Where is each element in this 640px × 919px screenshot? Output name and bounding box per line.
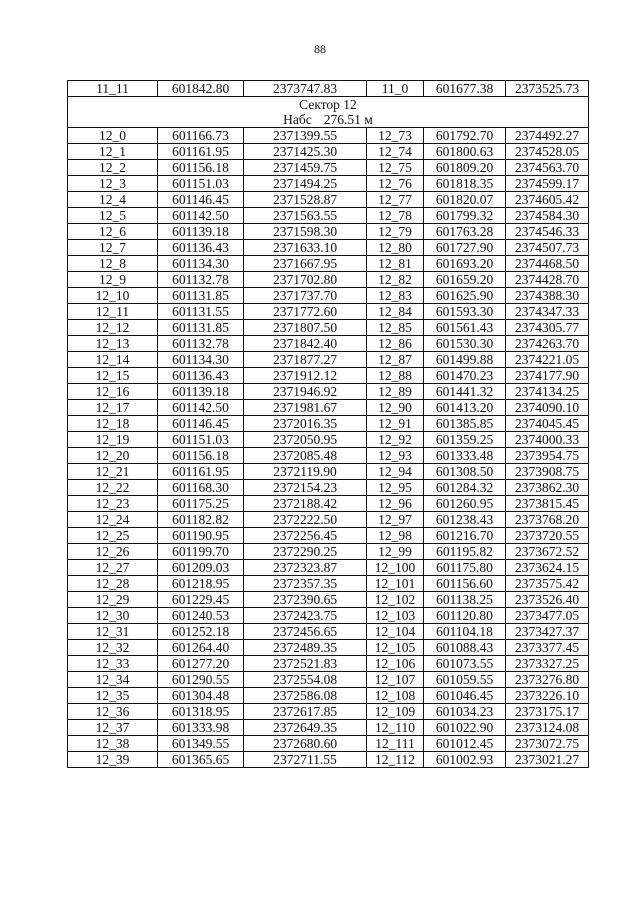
y-coordinate-cell: 2372586.08 xyxy=(244,688,367,704)
x-coordinate-cell: 601561.43 xyxy=(424,320,506,336)
table-row xyxy=(68,672,589,688)
table-row xyxy=(68,688,589,704)
y-coordinate-cell: 2373226.10 xyxy=(506,688,589,704)
y-coordinate-cell: 2374428.70 xyxy=(506,272,589,288)
point-id-cell: 11_0 xyxy=(367,81,424,97)
x-coordinate-cell: 601151.03 xyxy=(158,176,244,192)
table-row xyxy=(68,288,589,304)
point-id-cell: 12_26 xyxy=(68,544,158,560)
y-coordinate-cell: 2373862.30 xyxy=(506,480,589,496)
x-coordinate-cell: 601304.48 xyxy=(158,688,244,704)
point-id-cell: 12_35 xyxy=(68,688,158,704)
y-coordinate-cell: 2371946.92 xyxy=(244,384,367,400)
point-id-cell: 12_106 xyxy=(367,656,424,672)
table-row xyxy=(68,560,589,576)
x-coordinate-cell: 601365.65 xyxy=(158,752,244,768)
y-coordinate-cell: 2372711.55 xyxy=(244,752,367,768)
point-id-cell: 12_3 xyxy=(68,176,158,192)
y-coordinate-cell: 2371459.75 xyxy=(244,160,367,176)
y-coordinate-cell: 2373427.37 xyxy=(506,624,589,640)
x-coordinate-cell: 601146.45 xyxy=(158,192,244,208)
point-id-cell: 12_109 xyxy=(367,704,424,720)
table-row xyxy=(68,336,589,352)
point-id-cell: 12_82 xyxy=(367,272,424,288)
point-id-cell: 12_4 xyxy=(68,192,158,208)
sector-height xyxy=(70,112,586,127)
y-coordinate-cell: 2374090.10 xyxy=(506,400,589,416)
x-coordinate-cell: 601792.70 xyxy=(424,128,506,144)
x-coordinate-cell: 601441.32 xyxy=(424,384,506,400)
x-coordinate-cell: 601175.80 xyxy=(424,560,506,576)
y-coordinate-cell: 2373477.05 xyxy=(506,608,589,624)
point-id-cell: 12_25 xyxy=(68,528,158,544)
point-id-cell: 12_111 xyxy=(367,736,424,752)
x-coordinate-cell: 601156.18 xyxy=(158,448,244,464)
y-coordinate-cell: 2373624.15 xyxy=(506,560,589,576)
table-row xyxy=(68,512,589,528)
x-coordinate-cell: 601156.18 xyxy=(158,160,244,176)
table-row xyxy=(68,81,589,97)
point-id-cell: 12_8 xyxy=(68,256,158,272)
table-row xyxy=(68,352,589,368)
table-body xyxy=(68,81,589,768)
y-coordinate-cell: 2372050.95 xyxy=(244,432,367,448)
y-coordinate-cell: 2373124.08 xyxy=(506,720,589,736)
point-id-cell: 12_93 xyxy=(367,448,424,464)
y-coordinate-cell: 2372456.65 xyxy=(244,624,367,640)
x-coordinate-cell: 601209.03 xyxy=(158,560,244,576)
y-coordinate-cell: 2374388.30 xyxy=(506,288,589,304)
x-coordinate-cell: 601175.25 xyxy=(158,496,244,512)
table-row xyxy=(68,704,589,720)
point-id-cell: 12_9 xyxy=(68,272,158,288)
point-id-cell: 12_22 xyxy=(68,480,158,496)
y-coordinate-cell: 2371772.60 xyxy=(244,304,367,320)
point-id-cell: 12_2 xyxy=(68,160,158,176)
point-id-cell: 12_24 xyxy=(68,512,158,528)
y-coordinate-cell: 2374045.45 xyxy=(506,416,589,432)
x-coordinate-cell: 601333.48 xyxy=(424,448,506,464)
y-coordinate-cell: 2374563.70 xyxy=(506,160,589,176)
point-id-cell: 12_12 xyxy=(68,320,158,336)
table-row xyxy=(68,400,589,416)
x-coordinate-cell: 601693.20 xyxy=(424,256,506,272)
x-coordinate-cell: 601139.18 xyxy=(158,384,244,400)
x-coordinate-cell: 601136.43 xyxy=(158,368,244,384)
x-coordinate-cell: 601818.35 xyxy=(424,176,506,192)
point-id-cell: 12_112 xyxy=(367,752,424,768)
x-coordinate-cell: 601120.80 xyxy=(424,608,506,624)
table-row xyxy=(68,208,589,224)
point-id-cell: 12_16 xyxy=(68,384,158,400)
table-row xyxy=(68,528,589,544)
point-id-cell: 12_89 xyxy=(367,384,424,400)
point-id-cell: 12_92 xyxy=(367,432,424,448)
point-id-cell: 12_38 xyxy=(68,736,158,752)
point-id-cell: 12_37 xyxy=(68,720,158,736)
table-row xyxy=(68,496,589,512)
point-id-cell: 12_28 xyxy=(68,576,158,592)
point-id-cell: 12_5 xyxy=(68,208,158,224)
y-coordinate-cell: 2371598.30 xyxy=(244,224,367,240)
y-coordinate-cell: 2372290.25 xyxy=(244,544,367,560)
table-row xyxy=(68,544,589,560)
x-coordinate-cell: 601161.95 xyxy=(158,464,244,480)
y-coordinate-cell: 2374134.25 xyxy=(506,384,589,400)
point-id-cell: 12_76 xyxy=(367,176,424,192)
y-coordinate-cell: 2371877.27 xyxy=(244,352,367,368)
x-coordinate-cell: 601012.45 xyxy=(424,736,506,752)
x-coordinate-cell: 601842.80 xyxy=(158,81,244,97)
y-coordinate-cell: 2372423.75 xyxy=(244,608,367,624)
x-coordinate-cell: 601530.30 xyxy=(424,336,506,352)
point-id-cell: 11_11 xyxy=(68,81,158,97)
x-coordinate-cell: 601088.43 xyxy=(424,640,506,656)
y-coordinate-cell: 2371807.50 xyxy=(244,320,367,336)
x-coordinate-cell: 601161.95 xyxy=(158,144,244,160)
x-coordinate-cell: 601136.43 xyxy=(158,240,244,256)
sector-header-row xyxy=(68,97,589,128)
sector-height-label: Набс xyxy=(283,112,312,127)
table-row xyxy=(68,368,589,384)
y-coordinate-cell: 2374305.77 xyxy=(506,320,589,336)
point-id-cell: 12_105 xyxy=(367,640,424,656)
x-coordinate-cell: 601820.07 xyxy=(424,192,506,208)
x-coordinate-cell: 601138.25 xyxy=(424,592,506,608)
y-coordinate-cell: 2371528.87 xyxy=(244,192,367,208)
y-coordinate-cell: 2371981.67 xyxy=(244,400,367,416)
point-id-cell: 12_21 xyxy=(68,464,158,480)
point-id-cell: 12_1 xyxy=(68,144,158,160)
x-coordinate-cell: 601132.78 xyxy=(158,272,244,288)
y-coordinate-cell: 2372222.50 xyxy=(244,512,367,528)
y-coordinate-cell: 2372680.60 xyxy=(244,736,367,752)
x-coordinate-cell: 601333.98 xyxy=(158,720,244,736)
point-id-cell: 12_23 xyxy=(68,496,158,512)
point-id-cell: 12_86 xyxy=(367,336,424,352)
y-coordinate-cell: 2373327.25 xyxy=(506,656,589,672)
sector-height-value: 276.51 м xyxy=(323,112,373,127)
point-id-cell: 12_75 xyxy=(367,160,424,176)
x-coordinate-cell: 601156.60 xyxy=(424,576,506,592)
x-coordinate-cell: 601134.30 xyxy=(158,256,244,272)
y-coordinate-cell: 2374528.05 xyxy=(506,144,589,160)
y-coordinate-cell: 2373720.55 xyxy=(506,528,589,544)
x-coordinate-cell: 601359.25 xyxy=(424,432,506,448)
y-coordinate-cell: 2373908.75 xyxy=(506,464,589,480)
y-coordinate-cell: 2372119.90 xyxy=(244,464,367,480)
x-coordinate-cell: 601131.85 xyxy=(158,288,244,304)
x-coordinate-cell: 601238.43 xyxy=(424,512,506,528)
x-coordinate-cell: 601190.95 xyxy=(158,528,244,544)
y-coordinate-cell: 2373954.75 xyxy=(506,448,589,464)
point-id-cell: 12_77 xyxy=(367,192,424,208)
x-coordinate-cell: 601677.38 xyxy=(424,81,506,97)
point-id-cell: 12_83 xyxy=(367,288,424,304)
x-coordinate-cell: 601318.95 xyxy=(158,704,244,720)
point-id-cell: 12_96 xyxy=(367,496,424,512)
y-coordinate-cell: 2371399.55 xyxy=(244,128,367,144)
point-id-cell: 12_39 xyxy=(68,752,158,768)
table-row xyxy=(68,464,589,480)
y-coordinate-cell: 2374468.50 xyxy=(506,256,589,272)
table-row xyxy=(68,160,589,176)
y-coordinate-cell: 2372323.87 xyxy=(244,560,367,576)
y-coordinate-cell: 2372357.35 xyxy=(244,576,367,592)
x-coordinate-cell: 601593.30 xyxy=(424,304,506,320)
point-id-cell: 12_90 xyxy=(367,400,424,416)
y-coordinate-cell: 2371912.12 xyxy=(244,368,367,384)
y-coordinate-cell: 2372649.35 xyxy=(244,720,367,736)
y-coordinate-cell: 2372154.23 xyxy=(244,480,367,496)
point-id-cell: 12_85 xyxy=(367,320,424,336)
x-coordinate-cell: 601142.50 xyxy=(158,208,244,224)
x-coordinate-cell: 601034.23 xyxy=(424,704,506,720)
x-coordinate-cell: 601022.90 xyxy=(424,720,506,736)
point-id-cell: 12_95 xyxy=(367,480,424,496)
x-coordinate-cell: 601413.20 xyxy=(424,400,506,416)
x-coordinate-cell: 601349.55 xyxy=(158,736,244,752)
y-coordinate-cell: 2374263.70 xyxy=(506,336,589,352)
y-coordinate-cell: 2371737.70 xyxy=(244,288,367,304)
point-id-cell: 12_80 xyxy=(367,240,424,256)
y-coordinate-cell: 2374177.90 xyxy=(506,368,589,384)
y-coordinate-cell: 2374599.17 xyxy=(506,176,589,192)
y-coordinate-cell: 2372188.42 xyxy=(244,496,367,512)
point-id-cell: 12_107 xyxy=(367,672,424,688)
point-id-cell: 12_14 xyxy=(68,352,158,368)
table-row xyxy=(68,272,589,288)
table-row xyxy=(68,640,589,656)
point-id-cell: 12_102 xyxy=(367,592,424,608)
x-coordinate-cell: 601166.73 xyxy=(158,128,244,144)
y-coordinate-cell: 2371425.30 xyxy=(244,144,367,160)
y-coordinate-cell: 2373768.20 xyxy=(506,512,589,528)
point-id-cell: 12_32 xyxy=(68,640,158,656)
point-id-cell: 12_31 xyxy=(68,624,158,640)
y-coordinate-cell: 2372016.35 xyxy=(244,416,367,432)
point-id-cell: 12_103 xyxy=(367,608,424,624)
point-id-cell: 12_17 xyxy=(68,400,158,416)
x-coordinate-cell: 601132.78 xyxy=(158,336,244,352)
point-id-cell: 12_19 xyxy=(68,432,158,448)
y-coordinate-cell: 2374000.33 xyxy=(506,432,589,448)
point-id-cell: 12_7 xyxy=(68,240,158,256)
x-coordinate-cell: 601290.55 xyxy=(158,672,244,688)
table-row xyxy=(68,176,589,192)
x-coordinate-cell: 601800.63 xyxy=(424,144,506,160)
x-coordinate-cell: 601260.95 xyxy=(424,496,506,512)
coordinates-table xyxy=(67,80,589,768)
table-row xyxy=(68,656,589,672)
point-id-cell: 12_78 xyxy=(367,208,424,224)
table-row xyxy=(68,576,589,592)
x-coordinate-cell: 601763.28 xyxy=(424,224,506,240)
y-coordinate-cell: 2373815.45 xyxy=(506,496,589,512)
y-coordinate-cell: 2373377.45 xyxy=(506,640,589,656)
point-id-cell: 12_87 xyxy=(367,352,424,368)
y-coordinate-cell: 2372085.48 xyxy=(244,448,367,464)
point-id-cell: 12_36 xyxy=(68,704,158,720)
table-row xyxy=(68,480,589,496)
x-coordinate-cell: 601284.32 xyxy=(424,480,506,496)
x-coordinate-cell: 601240.53 xyxy=(158,608,244,624)
table-row xyxy=(68,416,589,432)
table-row xyxy=(68,608,589,624)
y-coordinate-cell: 2373021.27 xyxy=(506,752,589,768)
table-row xyxy=(68,592,589,608)
page-number: 88 xyxy=(314,42,326,56)
x-coordinate-cell: 601252.18 xyxy=(158,624,244,640)
y-coordinate-cell: 2372521.83 xyxy=(244,656,367,672)
x-coordinate-cell: 601002.93 xyxy=(424,752,506,768)
point-id-cell: 12_30 xyxy=(68,608,158,624)
point-id-cell: 12_34 xyxy=(68,672,158,688)
x-coordinate-cell: 601146.45 xyxy=(158,416,244,432)
x-coordinate-cell: 601195.82 xyxy=(424,544,506,560)
x-coordinate-cell: 601168.30 xyxy=(158,480,244,496)
sector-header-cell xyxy=(68,97,589,128)
table-row xyxy=(68,192,589,208)
table-row xyxy=(68,320,589,336)
point-id-cell: 12_88 xyxy=(367,368,424,384)
x-coordinate-cell: 601277.20 xyxy=(158,656,244,672)
y-coordinate-cell: 2373526.40 xyxy=(506,592,589,608)
point-id-cell: 12_33 xyxy=(68,656,158,672)
point-id-cell: 12_99 xyxy=(367,544,424,560)
x-coordinate-cell: 601809.20 xyxy=(424,160,506,176)
point-id-cell: 12_15 xyxy=(68,368,158,384)
point-id-cell: 12_97 xyxy=(367,512,424,528)
point-id-cell: 12_101 xyxy=(367,576,424,592)
table-row xyxy=(68,224,589,240)
table-row xyxy=(68,384,589,400)
y-coordinate-cell: 2372617.85 xyxy=(244,704,367,720)
x-coordinate-cell: 601308.50 xyxy=(424,464,506,480)
point-id-cell: 12_29 xyxy=(68,592,158,608)
x-coordinate-cell: 601073.55 xyxy=(424,656,506,672)
point-id-cell: 12_6 xyxy=(68,224,158,240)
y-coordinate-cell: 2373747.83 xyxy=(244,81,367,97)
table-row xyxy=(68,128,589,144)
x-coordinate-cell: 601625.90 xyxy=(424,288,506,304)
point-id-cell: 12_110 xyxy=(367,720,424,736)
x-coordinate-cell: 601199.70 xyxy=(158,544,244,560)
table-row xyxy=(68,304,589,320)
point-id-cell: 12_11 xyxy=(68,304,158,320)
x-coordinate-cell: 601139.18 xyxy=(158,224,244,240)
y-coordinate-cell: 2371702.80 xyxy=(244,272,367,288)
y-coordinate-cell: 2371667.95 xyxy=(244,256,367,272)
y-coordinate-cell: 2371494.25 xyxy=(244,176,367,192)
y-coordinate-cell: 2372489.35 xyxy=(244,640,367,656)
table-row xyxy=(68,256,589,272)
x-coordinate-cell: 601046.45 xyxy=(424,688,506,704)
x-coordinate-cell: 601229.45 xyxy=(158,592,244,608)
x-coordinate-cell: 601104.18 xyxy=(424,624,506,640)
x-coordinate-cell: 601131.55 xyxy=(158,304,244,320)
point-id-cell: 12_74 xyxy=(367,144,424,160)
table-row xyxy=(68,144,589,160)
point-id-cell: 12_73 xyxy=(367,128,424,144)
y-coordinate-cell: 2373672.52 xyxy=(506,544,589,560)
x-coordinate-cell: 601264.40 xyxy=(158,640,244,656)
sector-title: Сектор 12 xyxy=(299,97,357,112)
y-coordinate-cell: 2371633.10 xyxy=(244,240,367,256)
x-coordinate-cell: 601218.95 xyxy=(158,576,244,592)
y-coordinate-cell: 2374507.73 xyxy=(506,240,589,256)
point-id-cell: 12_20 xyxy=(68,448,158,464)
x-coordinate-cell: 601131.85 xyxy=(158,320,244,336)
point-id-cell: 12_108 xyxy=(367,688,424,704)
x-coordinate-cell: 601727.90 xyxy=(424,240,506,256)
point-id-cell: 12_84 xyxy=(367,304,424,320)
point-id-cell: 12_27 xyxy=(68,560,158,576)
table-row xyxy=(68,736,589,752)
point-id-cell: 12_91 xyxy=(367,416,424,432)
x-coordinate-cell: 601151.03 xyxy=(158,432,244,448)
y-coordinate-cell: 2374347.33 xyxy=(506,304,589,320)
table-row xyxy=(68,448,589,464)
y-coordinate-cell: 2373175.17 xyxy=(506,704,589,720)
y-coordinate-cell: 2374221.05 xyxy=(506,352,589,368)
point-id-cell: 12_104 xyxy=(367,624,424,640)
y-coordinate-cell: 2371842.40 xyxy=(244,336,367,352)
x-coordinate-cell: 601499.88 xyxy=(424,352,506,368)
point-id-cell: 12_0 xyxy=(68,128,158,144)
y-coordinate-cell: 2373575.42 xyxy=(506,576,589,592)
y-coordinate-cell: 2374605.42 xyxy=(506,192,589,208)
point-id-cell: 12_100 xyxy=(367,560,424,576)
table-row xyxy=(68,624,589,640)
table-row xyxy=(68,720,589,736)
table-row xyxy=(68,240,589,256)
x-coordinate-cell: 601659.20 xyxy=(424,272,506,288)
point-id-cell: 12_18 xyxy=(68,416,158,432)
y-coordinate-cell: 2371563.55 xyxy=(244,208,367,224)
point-id-cell: 12_79 xyxy=(367,224,424,240)
x-coordinate-cell: 601134.30 xyxy=(158,352,244,368)
x-coordinate-cell: 601142.50 xyxy=(158,400,244,416)
point-id-cell: 12_98 xyxy=(367,528,424,544)
table-row xyxy=(68,752,589,768)
y-coordinate-cell: 2374546.33 xyxy=(506,224,589,240)
point-id-cell: 12_10 xyxy=(68,288,158,304)
y-coordinate-cell: 2374584.30 xyxy=(506,208,589,224)
y-coordinate-cell: 2372554.08 xyxy=(244,672,367,688)
x-coordinate-cell: 601059.55 xyxy=(424,672,506,688)
x-coordinate-cell: 601182.82 xyxy=(158,512,244,528)
x-coordinate-cell: 601799.32 xyxy=(424,208,506,224)
point-id-cell: 12_13 xyxy=(68,336,158,352)
x-coordinate-cell: 601470.23 xyxy=(424,368,506,384)
y-coordinate-cell: 2374492.27 xyxy=(506,128,589,144)
point-id-cell: 12_81 xyxy=(367,256,424,272)
y-coordinate-cell: 2373072.75 xyxy=(506,736,589,752)
x-coordinate-cell: 601216.70 xyxy=(424,528,506,544)
point-id-cell: 12_94 xyxy=(367,464,424,480)
table-row xyxy=(68,432,589,448)
y-coordinate-cell: 2372390.65 xyxy=(244,592,367,608)
y-coordinate-cell: 2373276.80 xyxy=(506,672,589,688)
y-coordinate-cell: 2372256.45 xyxy=(244,528,367,544)
y-coordinate-cell: 2373525.73 xyxy=(506,81,589,97)
x-coordinate-cell: 601385.85 xyxy=(424,416,506,432)
